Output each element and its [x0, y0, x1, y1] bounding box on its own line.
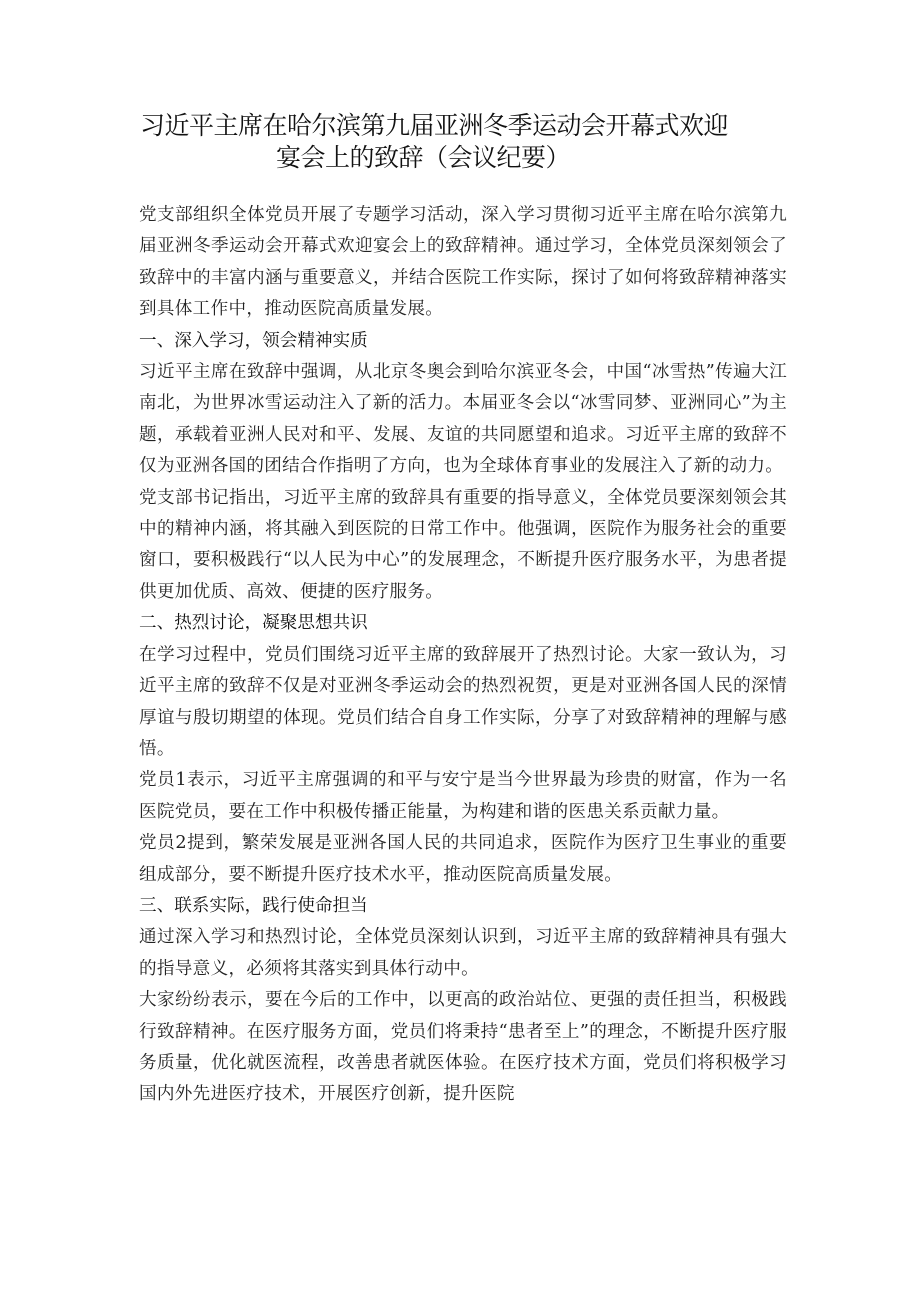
section-3-heading: 三、联系实际，践行使命担当 — [139, 895, 368, 916]
document-title — [130, 110, 790, 174]
section-3-paragraph-1: 通过深入学习和热烈讨论，全体党员深刻认识到，习近平主席的致辞精神具有强大的指导意义，必须将其落实到具体行动中。 — [139, 927, 787, 979]
document-body — [139, 200, 787, 1111]
section-2-paragraph-3: 党员2提到，繁荣发展是亚洲各国人民的共同追求，医院作为医疗卫生事业的重要组成部分，要不断提升医疗技术水平，推动医院高质量发展。 — [139, 833, 787, 885]
section-2-heading: 二、热烈讨论，凝聚思想共识 — [139, 613, 368, 634]
section-3-paragraph-2: 大家纷纷表示，要在今后的工作中，以更高的政治站位、更强的责任担当，积极践行致辞精神。在医疗服务方面，党员们将秉持“患者至上”的理念，不断提升医疗服务质量，优化就医流程，改善患者就医体验。在医疗技术方面，党员们将积极学习国内外先进医疗技术，开展医疗创新，提升医院 — [139, 990, 787, 1105]
section-2-paragraph-2: 党员1表示，习近平主席强调的和平与安宁是当今世界最为珍贵的财富，作为一名医院党员，要在工作中积极传播正能量，为构建和谐的医患关系贡献力量。 — [139, 770, 787, 822]
section-1-heading: 一、深入学习，领会精神实质 — [139, 330, 368, 351]
section-1-paragraph-1: 习近平主席在致辞中强调，从北京冬奥会到哈尔滨亚冬会，中国“冰雪热”传遍大江南北，为世界冰雪运动注入了新的活力。本届亚冬会以“冰雪同梦、亚洲同心”为主题，承载着亚洲人民对和平、发展、友谊的共同愿望和追求。习近平主席的致辞不仅为亚洲各国的团结合作指明了方向，也为全球体育事业的发展注入了新的动力。 — [139, 362, 787, 477]
title-line-1: 习近平主席在哈尔滨第九届亚洲冬季运动会开幕式欢迎 — [140, 111, 729, 140]
title-line-2: 宴会上的致辞（会议纪要） — [276, 143, 571, 172]
section-1-paragraph-2: 党支部书记指出，习近平主席的致辞具有重要的指导意义，全体党员要深刻领会其中的精神内涵，将其融入到医院的日常工作中。他强调，医院作为服务社会的重要窗口，要积极践行“以人民为中心”的发展理念，不断提升医疗服务水平，为患者提供更加优质、高效、便捷的医疗服务。 — [139, 487, 787, 602]
intro-paragraph: 党支部组织全体党员开展了专题学习活动，深入学习贯彻习近平主席在哈尔滨第九届亚洲冬季运动会开幕式欢迎宴会上的致辞精神。通过学习，全体党员深刻领会了致辞中的丰富内涵与重要意义，并结合医院工作实际，探讨了如何将致辞精神落实到具体工作中，推动医院高质量发展。 — [139, 205, 787, 320]
section-2-paragraph-1: 在学习过程中，党员们围绕习近平主席的致辞展开了热烈讨论。大家一致认为，习近平主席的致辞不仅是对亚洲冬季运动会的热烈祝贺，更是对亚洲各国人民的深情厚谊与殷切期望的体现。党员们结合自身工作实际，分享了对致辞精神的理解与感悟。 — [139, 644, 787, 759]
